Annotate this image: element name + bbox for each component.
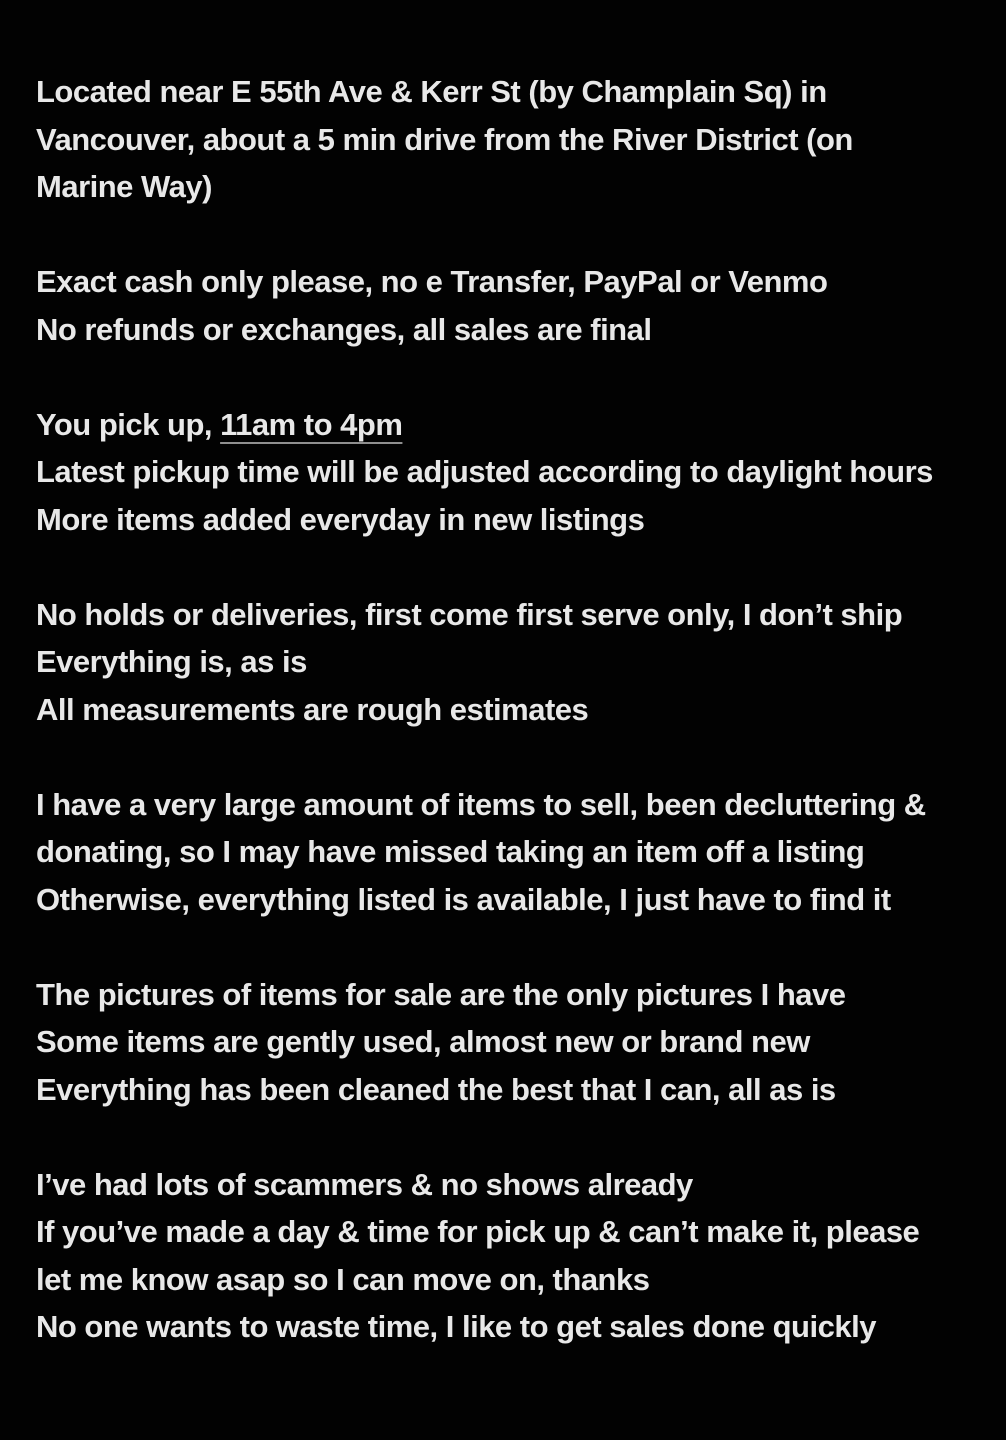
text-line: Exact cash only please, no e Transfer, PayPal or Venmo (36, 264, 828, 299)
text-line: The pictures of items for sale are the only pictures I have (36, 976, 846, 1012)
paragraph-condition (36, 971, 980, 1114)
paragraph-payment (36, 258, 980, 353)
text-line: donating, so I may have missed taking an item off a listing (36, 834, 865, 869)
pickup-prefix: You pick up, (36, 406, 221, 442)
text-line: Everything is, as is (36, 644, 307, 679)
text-line: Located near E 55th Ave & Kerr St (by Champlain Sq) in (36, 74, 827, 109)
text-line: No refunds or exchanges, all sales are final (36, 311, 652, 347)
paragraph-policy (36, 591, 980, 734)
text-line: If you’ve made a day & time for pick up & can’t make it, please (36, 1214, 920, 1249)
pickup-hours-underlined: 11am to 4pm (220, 406, 403, 442)
paragraph-pickup (36, 401, 980, 544)
text-line: All measurements are rough estimates (36, 691, 589, 727)
text-line: Otherwise, everything listed is available, I just have to find it (36, 881, 891, 917)
text-line: No holds or deliveries, first come first serve only, I don’t ship (36, 596, 903, 632)
paragraph-inventory (36, 781, 980, 924)
text-line: Some items are gently used, almost new or brand new (36, 1024, 810, 1059)
text-line: let me know asap so I can move on, thanks (36, 1261, 650, 1297)
text-line: Vancouver, about a 5 min drive from the River District (on (36, 121, 853, 157)
listing-description (36, 68, 980, 1351)
text-line: No one wants to waste time, I like to get sales done quickly (36, 1309, 876, 1344)
text-line: Latest pickup time will be adjusted according to daylight hours (36, 454, 933, 489)
paragraph-location (36, 68, 980, 211)
text-line: Everything has been cleaned the best that I can, all as is (36, 1071, 836, 1107)
text-line: I’ve had lots of scammers & no shows already (36, 1166, 693, 1202)
pickup-time-line (36, 401, 980, 449)
text-line: Marine Way) (36, 169, 212, 204)
text-line: More items added everyday in new listings (36, 501, 645, 537)
paragraph-no-shows (36, 1161, 980, 1351)
text-line: I have a very large amount of items to sell, been decluttering & (36, 786, 926, 822)
